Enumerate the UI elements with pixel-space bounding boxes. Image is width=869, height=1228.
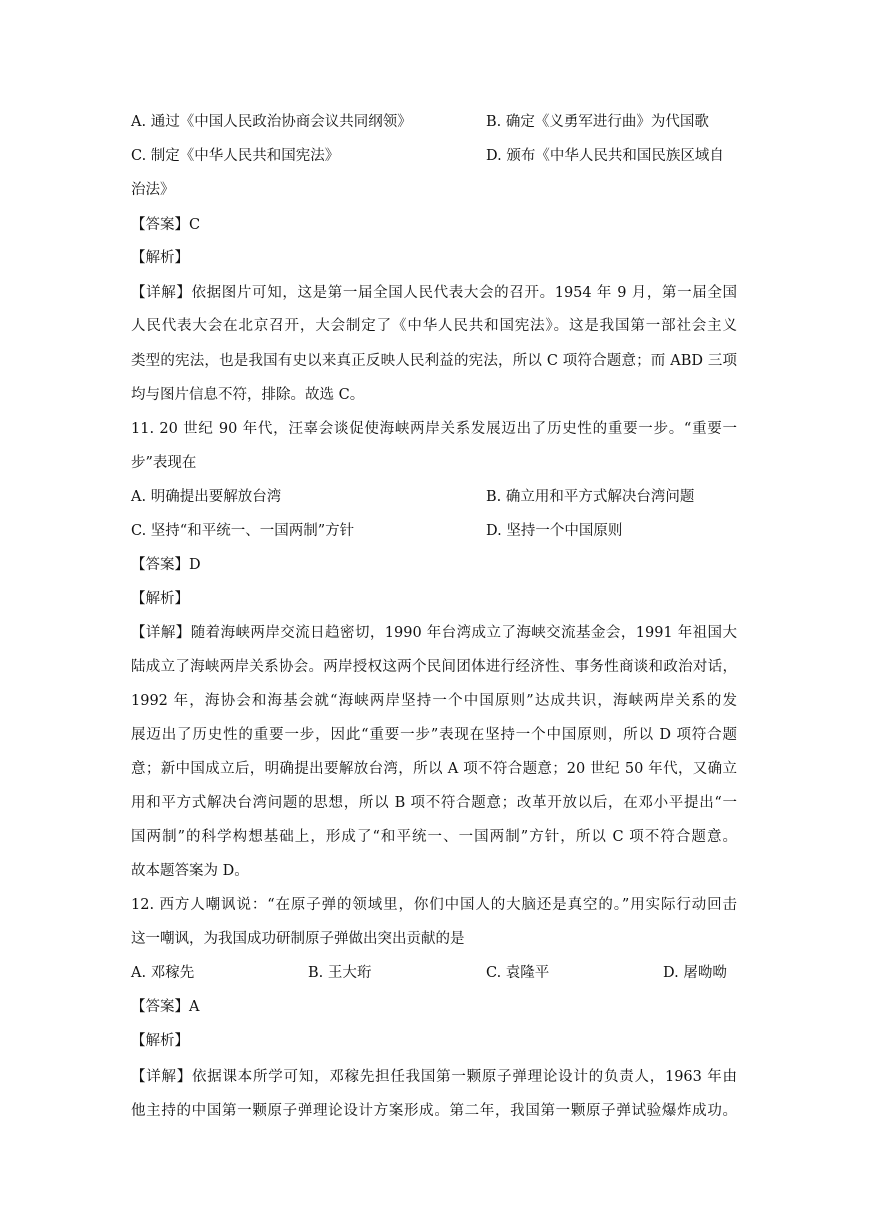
q12-detail-line: 【详解】依据课本所学可知，邓稼先担任我国第一颗原子弹理论设计的负责人，1963 年由 bbox=[131, 1069, 737, 1085]
q11-option-b: B. 确立用和平方式解决台湾问题 bbox=[486, 489, 695, 505]
q12-option-d: D. 屠呦呦 bbox=[663, 965, 727, 981]
q12-analysis-heading: 【解析】 bbox=[131, 1033, 189, 1049]
q11-detail-line: 故本题答案为 D。 bbox=[131, 863, 249, 879]
q10-option-d: D. 颁布《中华人民共和国民族区域自 bbox=[486, 148, 724, 164]
q11-detail-line: 【详解】随着海峡两岸交流日趋密切，1990 年台湾成立了海峡交流基金会，1991 年祖国大 bbox=[131, 625, 737, 641]
q10-detail-line: 【详解】依据图片可知，这是第一届全国人民代表大会的召开。1954 年 9 月，第一届全国 bbox=[131, 285, 737, 301]
q11-detail-line: 意；新中国成立后，明确提出要解放台湾，所以 A 项不符合题意；20 世纪 50 年代，又确立 bbox=[131, 761, 737, 777]
q11-answer: 【答案】D bbox=[131, 557, 201, 573]
q11-option-a: A. 明确提出要解放台湾 bbox=[131, 489, 282, 505]
q12-option-c: C. 袁隆平 bbox=[486, 965, 550, 981]
q12-detail-line: 他主持的中国第一颗原子弹理论设计方案形成。第二年，我国第一颗原子弹试验爆炸成功。 bbox=[131, 1103, 737, 1119]
q12-stem: 12. 西方人嘲讽说：“在原子弹的领域里，你们中国人的大脑还是真空的。”用实际行动回击 bbox=[131, 897, 737, 913]
q10-detail-line: 人民代表大会在北京召开，大会制定了《中华人民共和国宪法》。这是我国第一部社会主义 bbox=[131, 318, 737, 334]
q10-analysis-heading: 【解析】 bbox=[131, 250, 189, 266]
q10-detail-line: 均与图片信息不符，排除。故选 C。 bbox=[131, 387, 365, 403]
q10-detail-line: 类型的宪法，也是我国有史以来真正反映人民利益的宪法，所以 C 项符合题意；而 ABD 三项 bbox=[131, 353, 737, 369]
q11-detail-line: 展迈出了历史性的重要一步，因此“重要一步”表现在坚持一个中国原则，所以 D 项符合题 bbox=[131, 727, 737, 743]
q11-detail-line: 用和平方式解决台湾问题的思想，所以 B 项不符合题意；改革开放以后，在邓小平提出“一 bbox=[131, 795, 737, 811]
q11-detail-line: 陆成立了海峡两岸关系协会。两岸授权这两个民间团体进行经济性、事务性商谈和政治对话， bbox=[131, 659, 737, 675]
q12-stem-continued: 这一嘲讽，为我国成功研制原子弹做出突出贡献的是 bbox=[131, 931, 465, 947]
q10-option-a: A. 通过《中国人民政治协商会议共同纲领》 bbox=[131, 114, 412, 130]
q12-answer: 【答案】A bbox=[131, 999, 200, 1015]
q10-option-b: B. 确定《义勇军进行曲》为代国歌 bbox=[486, 114, 709, 130]
q11-option-c: C. 坚持“和平统一、一国两制”方针 bbox=[131, 523, 355, 539]
q10-option-d-continued: 治法》 bbox=[131, 182, 175, 198]
q11-analysis-heading: 【解析】 bbox=[131, 591, 189, 607]
q10-option-c: C. 制定《中华人民共和国宪法》 bbox=[131, 148, 340, 164]
q11-stem-continued: 步”表现在 bbox=[131, 455, 197, 471]
q12-option-a: A. 邓稼先 bbox=[131, 965, 195, 981]
q10-answer: 【答案】C bbox=[131, 217, 201, 233]
q11-stem: 11. 20 世纪 90 年代，汪辜会谈促使海峡两岸关系发展迈出了历史性的重要一步。“重要一 bbox=[131, 421, 737, 437]
q12-option-b: B. 王大珩 bbox=[308, 965, 372, 981]
q11-detail-line: 国两制”的科学构想基础上，形成了“和平统一、一国两制”方针，所以 C 项不符合题意。 bbox=[131, 829, 737, 845]
q11-detail-line: 1992 年，海协会和海基会就“海峡两岸坚持一个中国原则”达成共识，海峡两岸关系的发 bbox=[131, 693, 737, 709]
q11-option-d: D. 坚持一个中国原则 bbox=[486, 523, 623, 539]
